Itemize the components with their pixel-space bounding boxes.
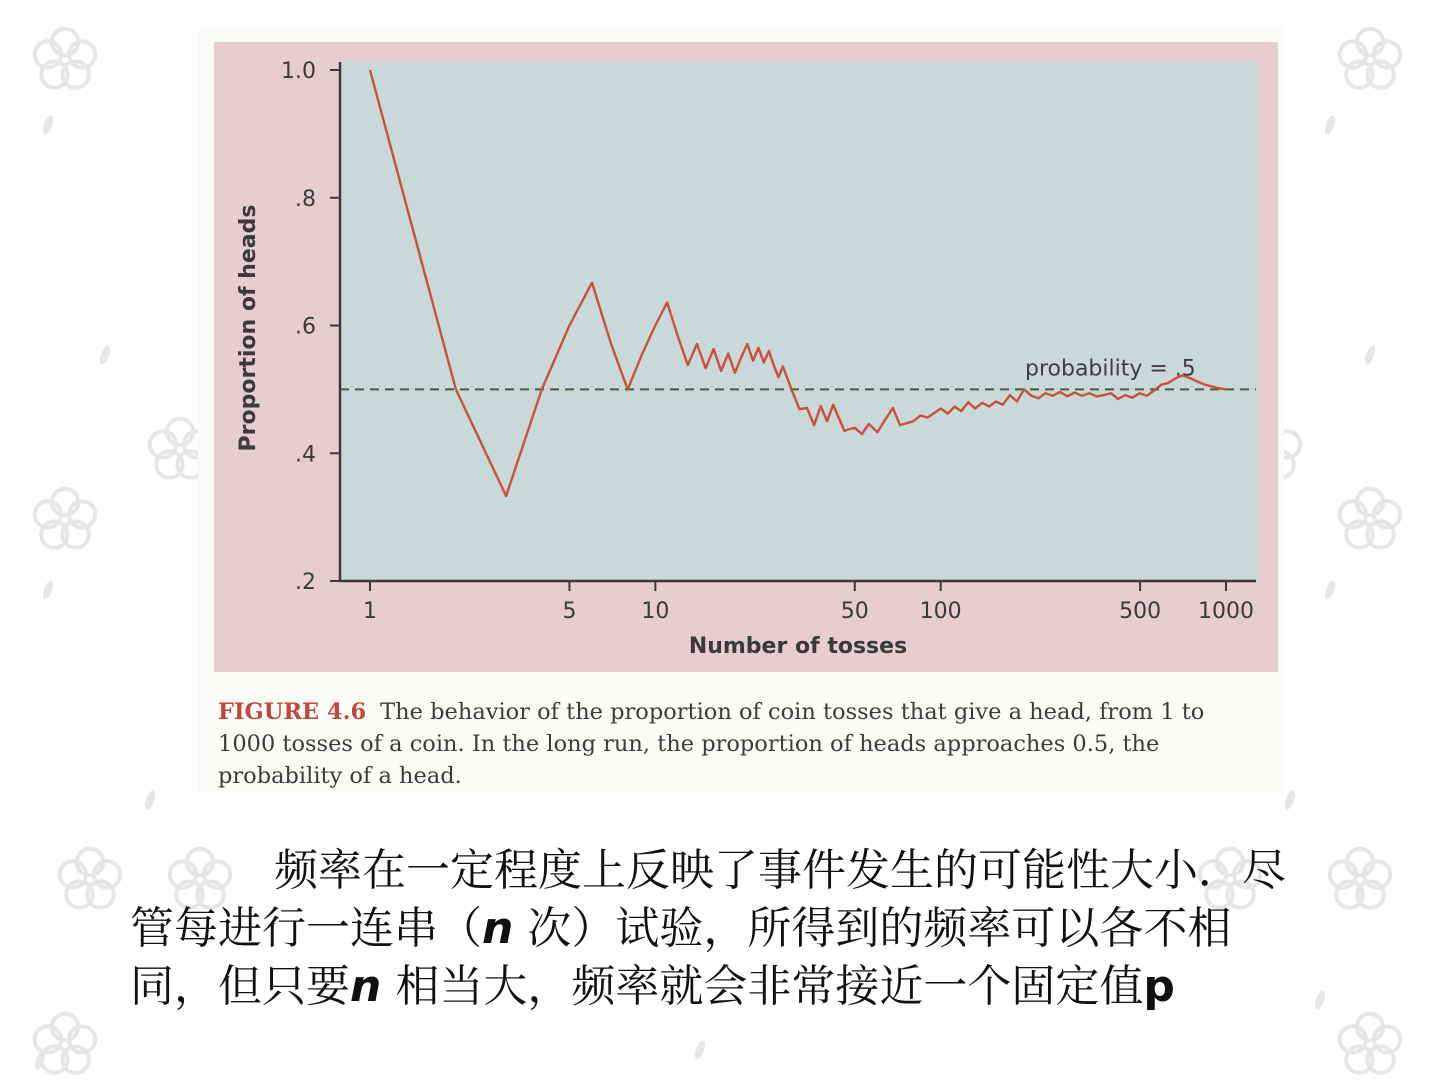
x-tick-label: 500 xyxy=(1119,599,1162,624)
body-line-1-text: 频率在一定程度上反映了事件发生的可能性大小．尽 xyxy=(274,845,1286,896)
petal-decoration xyxy=(41,114,55,136)
flower-decoration xyxy=(35,29,96,88)
flower-decoration xyxy=(1340,29,1401,88)
y-tick-label: .8 xyxy=(295,186,316,212)
petal-decoration xyxy=(143,789,157,811)
y-tick-label: 1.0 xyxy=(281,59,316,84)
variable-p: p xyxy=(1143,961,1175,1012)
figure-panel xyxy=(198,28,1284,792)
reference-label: probability = .5 xyxy=(1025,356,1196,382)
petal-decoration xyxy=(1323,114,1337,136)
x-tick-label: 50 xyxy=(840,599,869,624)
body-text xyxy=(130,842,1390,1016)
x-axis-label: Number of tosses xyxy=(688,634,908,659)
petal-decoration xyxy=(41,579,55,601)
x-tick-label: 100 xyxy=(919,599,962,624)
body-line-1 xyxy=(130,842,1390,900)
petal-decoration xyxy=(98,344,112,366)
petal-decoration xyxy=(1363,344,1377,366)
petal-decoration xyxy=(1323,579,1337,601)
figure-label: FIGURE 4.6 xyxy=(218,699,367,725)
body-line-2 xyxy=(130,900,1390,958)
x-tick-label: 5 xyxy=(562,599,577,624)
flower-decoration xyxy=(60,849,121,908)
body-line-3-mid: 相当大，频率就会非常接近一个固定值 xyxy=(395,961,1144,1012)
x-tick-label: 10 xyxy=(641,599,670,624)
y-tick-label: .4 xyxy=(295,442,316,468)
plot-area xyxy=(340,62,1258,581)
petal-decoration xyxy=(693,1039,707,1061)
body-line-2-start: 管每进行一连串（ xyxy=(130,903,482,954)
body-line-2-end: 次）试验，所得到的频率可以各不相 xyxy=(527,903,1232,954)
y-tick-label: .2 xyxy=(295,570,316,595)
body-line-3-start: 同，但只要 xyxy=(130,961,350,1012)
petal-decoration xyxy=(1283,789,1297,811)
x-tick-label: 1000 xyxy=(1198,599,1254,624)
variable-n: n xyxy=(350,961,382,1012)
variable-n: n xyxy=(482,903,514,954)
caption-text: The behavior of the proportion of coin tosses that give a head, from 1 to 1000 tosses of a coin. In the long run, the proportion of heads approaches 0.5, the probability of a head. xyxy=(218,699,1205,789)
y-tick-label: .6 xyxy=(295,314,316,340)
figure-caption xyxy=(218,696,1268,792)
x-tick-label: 1 xyxy=(363,599,377,624)
flower-decoration xyxy=(35,1014,96,1073)
flower-decoration xyxy=(1340,1014,1401,1073)
y-axis-label: Proportion of heads xyxy=(236,204,261,452)
flower-decoration xyxy=(35,489,96,548)
flower-decoration xyxy=(1340,489,1401,548)
body-line-3 xyxy=(130,958,1390,1016)
chart xyxy=(198,28,1284,692)
